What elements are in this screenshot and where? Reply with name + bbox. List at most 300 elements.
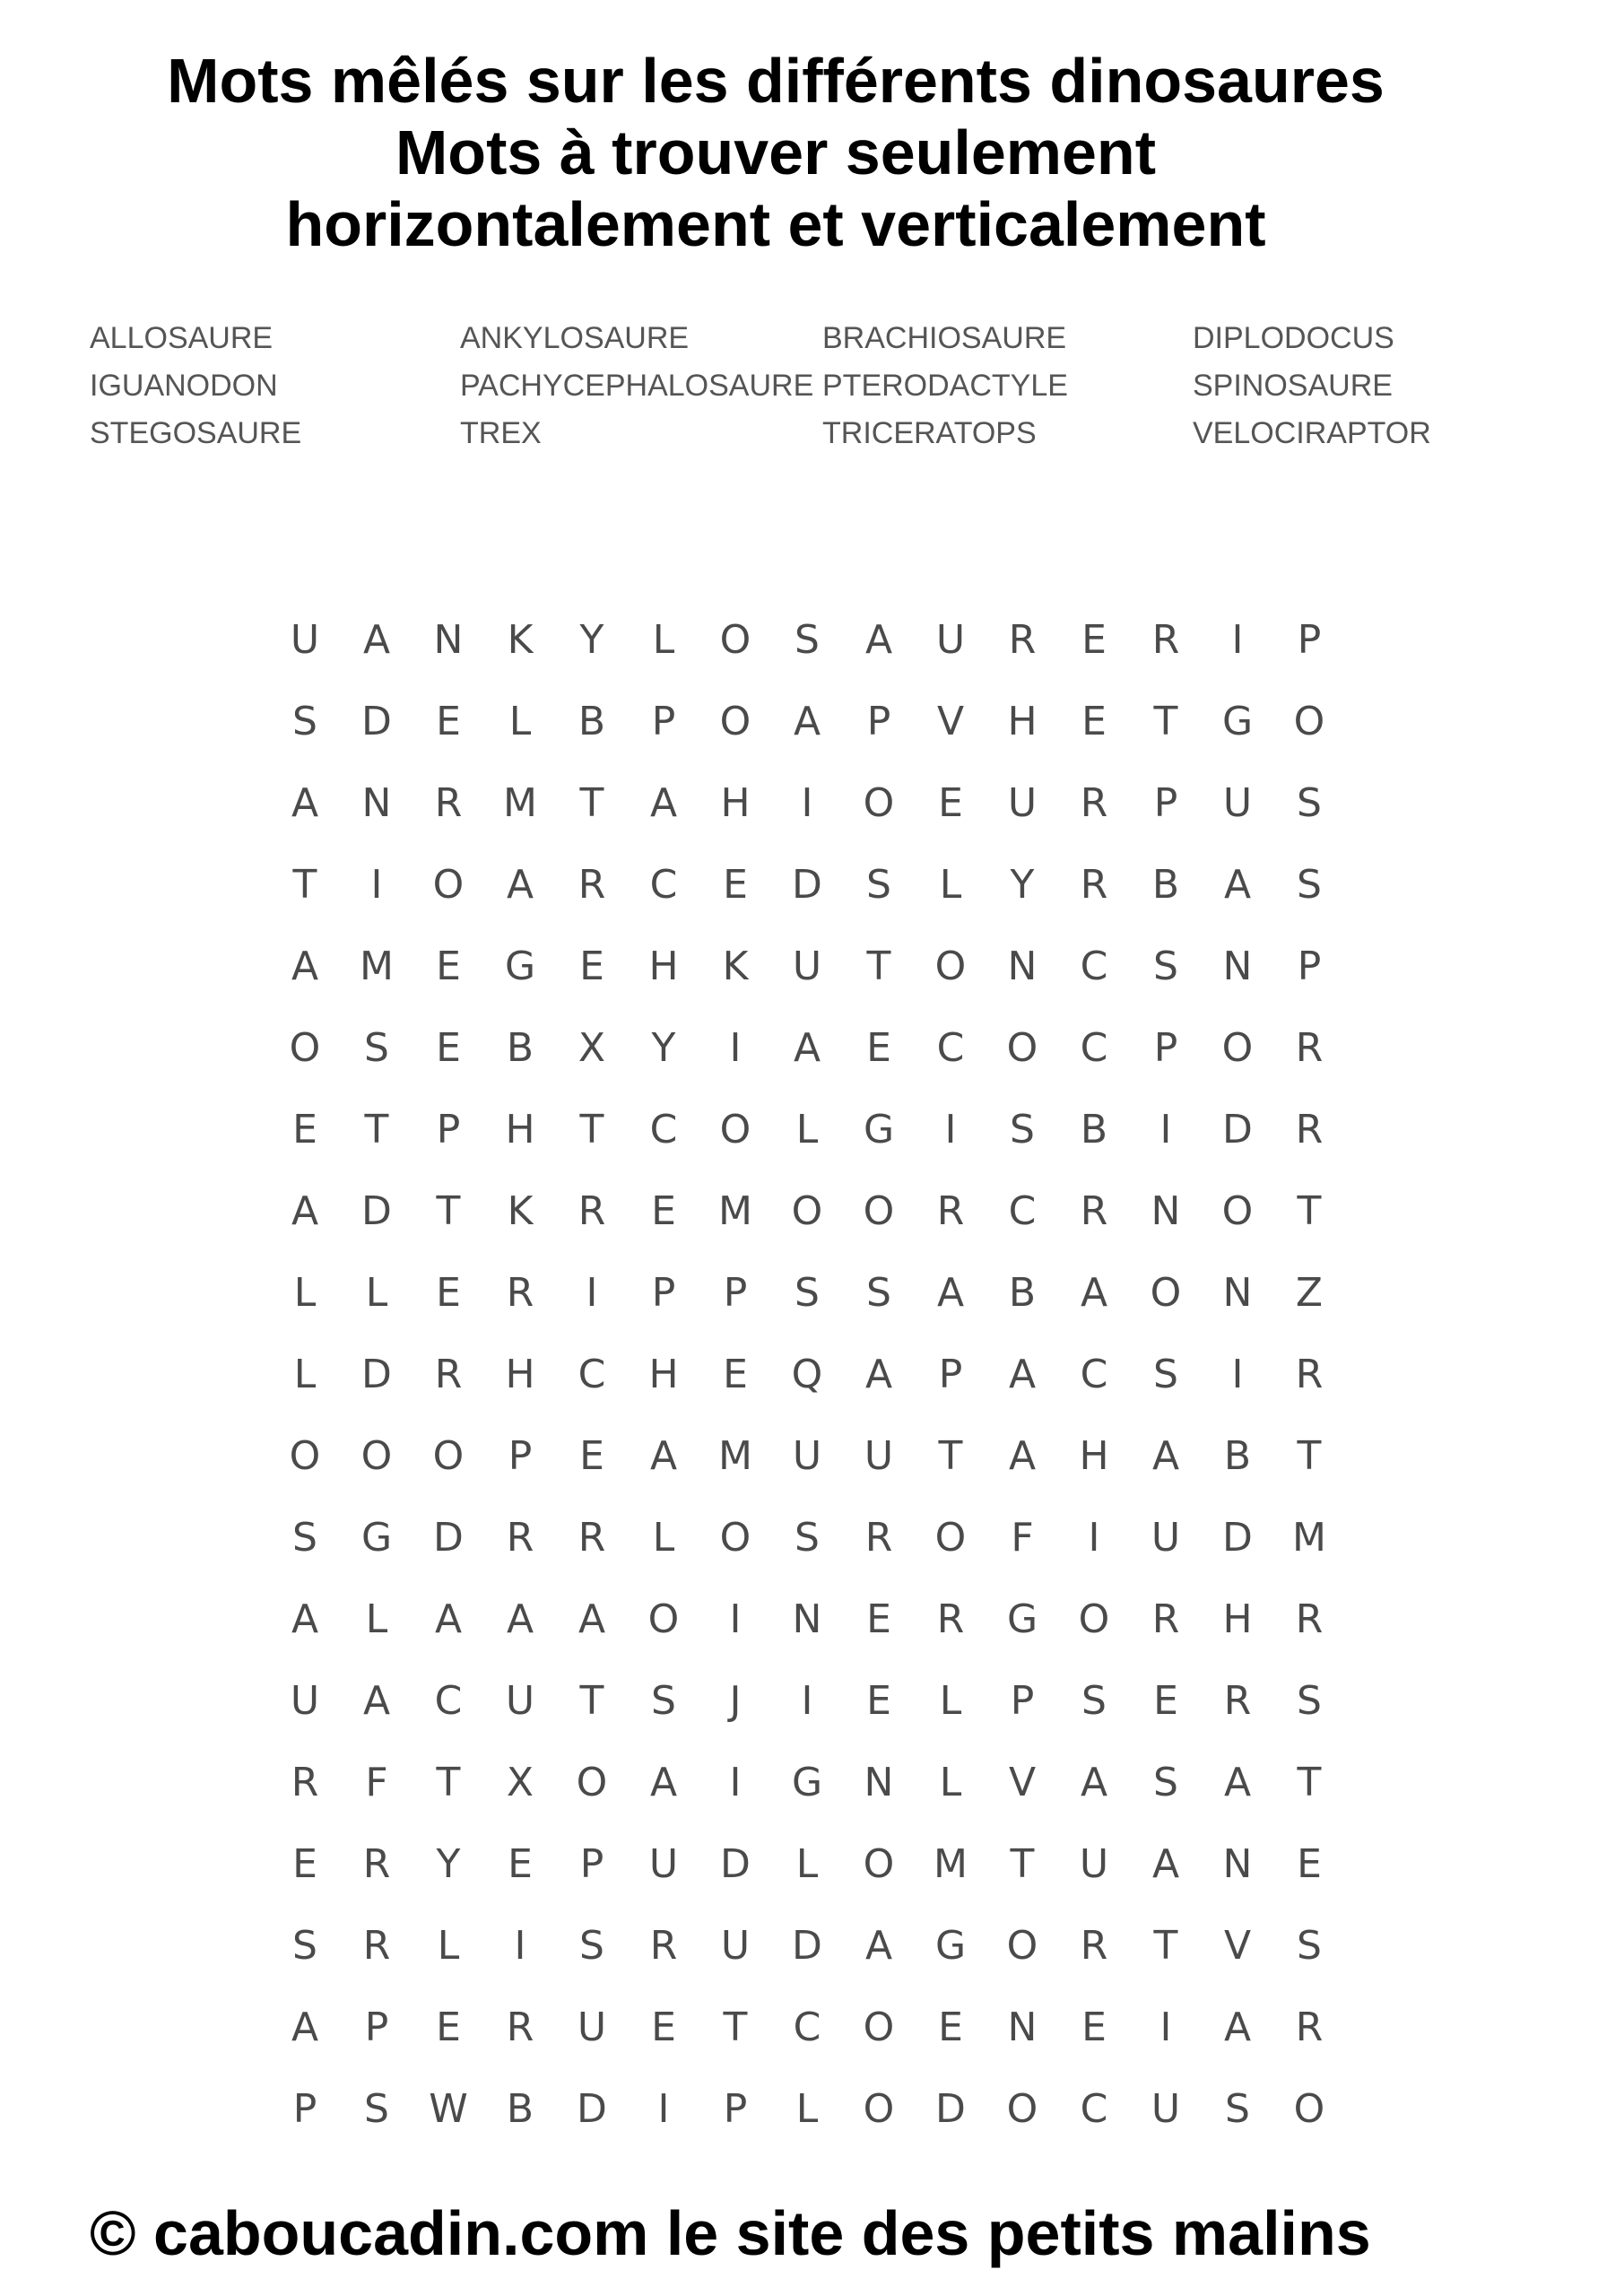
grid-letter: N xyxy=(792,1596,822,1642)
grid-letter: M xyxy=(934,1841,968,1887)
grid-letter: B xyxy=(578,699,606,744)
grid-letter: A xyxy=(1080,1760,1108,1805)
grid-letter: S xyxy=(1153,1352,1178,1397)
grid-letter: O xyxy=(1221,1025,1254,1071)
word-item: ALLOSAURE xyxy=(90,321,274,355)
grid-letter: V xyxy=(1008,1760,1037,1805)
grid-letter: A xyxy=(1151,1841,1180,1887)
grid-letter: O xyxy=(1293,699,1325,744)
grid-letter: I xyxy=(514,1923,526,1969)
grid-letter: A xyxy=(506,862,534,908)
grid-letter: L xyxy=(365,1596,388,1642)
word-item: TREX xyxy=(460,416,542,450)
grid-letter: R xyxy=(1295,1107,1324,1152)
grid-letter: U xyxy=(290,617,320,663)
grid-letter: U xyxy=(290,1678,320,1724)
grid-letter: G xyxy=(863,1107,895,1152)
grid-letter: A xyxy=(291,1188,319,1234)
grid-letter: P xyxy=(1297,944,1322,989)
grid-letter: O xyxy=(432,1433,465,1479)
grid-letter: T xyxy=(1297,1433,1322,1479)
grid-letter: O xyxy=(719,699,751,744)
grid-letter: D xyxy=(1222,1107,1253,1152)
grid-letter: P xyxy=(1153,1025,1178,1071)
grid-letter: A xyxy=(362,1678,391,1724)
grid-letter: M xyxy=(503,780,537,826)
grid-letter: E xyxy=(1297,1841,1322,1887)
grid-letter: R xyxy=(362,1923,391,1969)
grid-letter: U xyxy=(792,944,822,989)
grid-letter: S xyxy=(1081,1678,1107,1724)
grid-letter: S xyxy=(651,1678,676,1724)
grid-letter: L xyxy=(293,1270,317,1316)
grid-letter: T xyxy=(1153,1923,1178,1969)
grid-letter: D xyxy=(935,2086,966,2132)
word-item: PACHYCEPHALOSAURE xyxy=(460,369,814,403)
grid-letter: S xyxy=(292,1515,317,1561)
grid-letter: A xyxy=(936,1270,965,1316)
title-line-1: Mots mêlés sur les différents dinosaures xyxy=(167,46,1385,116)
grid-letter: U xyxy=(864,1433,894,1479)
grid-letter: E xyxy=(1081,617,1107,663)
grid-letter: R xyxy=(506,2005,534,2050)
grid-letter: E xyxy=(938,780,963,826)
grid-letter: O xyxy=(863,1188,895,1234)
grid-letter: E xyxy=(579,1433,604,1479)
grid-letter: I xyxy=(586,1270,598,1316)
grid-letter: S xyxy=(795,617,820,663)
grid-letter: B xyxy=(506,2086,534,2132)
grid-letter: E xyxy=(866,1025,891,1071)
grid-letter: S xyxy=(1010,1107,1035,1152)
grid-letter: E xyxy=(436,1025,461,1071)
grid-letter: I xyxy=(729,1596,742,1642)
title-line-2: Mots à trouver seulement xyxy=(395,117,1156,187)
grid-letter: A xyxy=(1223,862,1252,908)
grid-letter: Y xyxy=(1010,862,1035,908)
grid-letter: P xyxy=(579,1841,604,1887)
grid-letter: S xyxy=(866,862,891,908)
grid-letter: K xyxy=(507,1188,534,1234)
grid-letter: R xyxy=(578,862,606,908)
grid-letter: O xyxy=(719,617,751,663)
grid-letter: V xyxy=(936,699,965,744)
grid-letter: A xyxy=(649,780,678,826)
grid-letter: B xyxy=(1008,1270,1037,1316)
word-item: SPINOSAURE xyxy=(1193,369,1393,403)
grid-letter: L xyxy=(795,2086,819,2132)
grid-letter: R xyxy=(506,1515,534,1561)
grid-letter: S xyxy=(795,1515,820,1561)
title-line-3: horizontalement et verticalement xyxy=(285,189,1266,259)
grid-letter: Z xyxy=(1295,1270,1324,1316)
grid-letter: O xyxy=(719,1515,751,1561)
grid-letter: I xyxy=(729,1025,742,1071)
grid-letter: I xyxy=(1159,1107,1172,1152)
grid-letter: R xyxy=(1151,617,1180,663)
grid-letter: E xyxy=(579,944,604,989)
grid-letter: R xyxy=(1080,780,1108,826)
grid-letter: O xyxy=(360,1433,393,1479)
grid-letter: T xyxy=(938,1433,963,1479)
grid-letter: O xyxy=(1221,1188,1254,1234)
grid-letter: L xyxy=(939,862,962,908)
grid-letter: D xyxy=(792,1923,822,1969)
grid-letter: P xyxy=(436,1107,461,1152)
grid-letter: U xyxy=(577,2005,607,2050)
grid-letter: E xyxy=(436,2005,461,2050)
grid-letter: T xyxy=(579,1107,604,1152)
grid-letter: N xyxy=(1222,1841,1253,1887)
grid-letter: A xyxy=(1151,1433,1180,1479)
grid-letter: P xyxy=(364,2005,389,2050)
grid-letter: T xyxy=(1010,1841,1035,1887)
grid-letter: O xyxy=(934,944,967,989)
grid-letter: S xyxy=(364,2086,389,2132)
grid-letter: R xyxy=(1295,1352,1324,1397)
grid-letter: J xyxy=(729,1678,742,1724)
word-item: DIPLODOCUS xyxy=(1193,321,1394,355)
grid-letter: U xyxy=(792,1433,822,1479)
grid-letter: T xyxy=(1153,699,1178,744)
grid-letter: M xyxy=(718,1188,752,1234)
grid-letter: R xyxy=(936,1188,965,1234)
grid-letter: Y xyxy=(579,617,604,663)
grid-letter: R xyxy=(1223,1678,1252,1724)
grid-letter: A xyxy=(1008,1433,1037,1479)
grid-letter: G xyxy=(504,944,536,989)
grid-letter: T xyxy=(1297,1760,1322,1805)
grid-letter: D xyxy=(792,862,822,908)
grid-letter: O xyxy=(719,1107,751,1152)
grid-letter: C xyxy=(649,862,678,908)
grid-letter: D xyxy=(1222,1515,1253,1561)
grid-letter: R xyxy=(578,1188,606,1234)
grid-letter: O xyxy=(432,862,465,908)
grid-letter: G xyxy=(360,1515,393,1561)
grid-letter: H xyxy=(1079,1433,1109,1479)
grid-letter: P xyxy=(723,2086,748,2132)
grid-letter: O xyxy=(863,2086,895,2132)
grid-letter: P xyxy=(651,1270,676,1316)
grid-letter: I xyxy=(657,2086,670,2132)
grid-letter: U xyxy=(648,1841,679,1887)
grid-letter: I xyxy=(944,1107,957,1152)
grid-letter: R xyxy=(1080,862,1108,908)
grid-letter: C xyxy=(936,1025,965,1071)
grid-letter: T xyxy=(1297,1188,1322,1234)
grid-letter: A xyxy=(1223,2005,1252,2050)
word-item: VELOCIRAPTOR xyxy=(1193,416,1431,450)
grid-letter: O xyxy=(647,1596,680,1642)
grid-letter: A xyxy=(434,1596,463,1642)
grid-letter: L xyxy=(365,1270,388,1316)
grid-letter: D xyxy=(433,1515,464,1561)
grid-letter: O xyxy=(863,780,895,826)
letter-grid xyxy=(269,608,1345,2159)
grid-letter: A xyxy=(793,699,821,744)
grid-letter: H xyxy=(720,780,751,826)
grid-letter: G xyxy=(934,1923,967,1969)
grid-letter: O xyxy=(1078,1596,1110,1642)
grid-letter: R xyxy=(506,1270,534,1316)
grid-letter: D xyxy=(720,1841,751,1887)
grid-letter: I xyxy=(729,1760,742,1805)
grid-letter: N xyxy=(1007,2005,1038,2050)
grid-letter: R xyxy=(1080,1923,1108,1969)
grid-letter: S xyxy=(1225,2086,1250,2132)
grid-letter: A xyxy=(362,617,391,663)
grid-letter: U xyxy=(1007,780,1038,826)
grid-letter: K xyxy=(722,944,749,989)
grid-letter: I xyxy=(801,780,813,826)
grid-letter: I xyxy=(1088,1515,1100,1561)
grid-letter: S xyxy=(292,1923,317,1969)
grid-letter: Q xyxy=(791,1352,823,1397)
grid-letter: T xyxy=(364,1107,389,1152)
grid-letter: E xyxy=(651,1188,676,1234)
grid-letter: I xyxy=(370,862,383,908)
grid-letter: A xyxy=(1008,1352,1037,1397)
grid-letter: E xyxy=(1081,2005,1107,2050)
grid-letter: L xyxy=(508,699,532,744)
grid-letter: T xyxy=(292,862,317,908)
grid-letter: S xyxy=(1153,944,1178,989)
grid-letter: R xyxy=(649,1923,678,1969)
grid-letter: E xyxy=(292,1107,317,1152)
word-item: BRACHIOSAURE xyxy=(822,321,1067,355)
grid-letter: A xyxy=(649,1433,678,1479)
grid-letter: A xyxy=(649,1760,678,1805)
grid-letter: N xyxy=(864,1760,894,1805)
grid-letter: O xyxy=(791,1188,823,1234)
grid-letter: O xyxy=(1006,1923,1038,1969)
grid-letter: D xyxy=(361,1352,392,1397)
grid-letter: C xyxy=(1008,1188,1037,1234)
grid-letter: T xyxy=(436,1188,461,1234)
grid-letter: P xyxy=(292,2086,317,2132)
grid-letter: R xyxy=(434,780,463,826)
grid-letter: L xyxy=(652,1515,675,1561)
grid-letter: G xyxy=(1221,699,1254,744)
grid-letter: T xyxy=(436,1760,461,1805)
grid-letter: B xyxy=(1080,1107,1108,1152)
grid-letter: P xyxy=(1297,617,1322,663)
grid-letter: E xyxy=(436,944,461,989)
grid-letter: L xyxy=(939,1760,962,1805)
grid-letter: C xyxy=(434,1678,463,1724)
grid-letter: F xyxy=(365,1760,388,1805)
word-item: IGUANODON xyxy=(90,369,278,403)
grid-letter: V xyxy=(1223,1923,1252,1969)
grid-letter: O xyxy=(1150,1270,1182,1316)
grid-letter: S xyxy=(1297,1678,1322,1724)
grid-letter: R xyxy=(1151,1596,1180,1642)
grid-letter: R xyxy=(1008,617,1037,663)
word-item: STEGOSAURE xyxy=(90,416,302,450)
grid-letter: N xyxy=(361,780,392,826)
grid-letter: U xyxy=(505,1678,535,1724)
grid-letter: H xyxy=(648,1352,679,1397)
grid-letter: A xyxy=(291,1596,319,1642)
grid-letter: L xyxy=(795,1107,819,1152)
copyright-footer: © caboucadin.com le site des petits malins xyxy=(90,2198,1371,2268)
grid-letter: F xyxy=(1011,1515,1034,1561)
grid-letter: C xyxy=(649,1107,678,1152)
grid-letter: Y xyxy=(651,1025,676,1071)
grid-letter: A xyxy=(1223,1760,1252,1805)
grid-letter: P xyxy=(1153,780,1178,826)
grid-letter: I xyxy=(1159,2005,1172,2050)
grid-letter: I xyxy=(801,1678,813,1724)
grid-letter: R xyxy=(362,1841,391,1887)
grid-letter: T xyxy=(579,780,604,826)
grid-letter: R xyxy=(291,1760,319,1805)
grid-letter: U xyxy=(720,1923,751,1969)
grid-letter: A xyxy=(291,2005,319,2050)
grid-letter: S xyxy=(1297,780,1322,826)
grid-letter: L xyxy=(939,1678,962,1724)
grid-letter: E xyxy=(651,2005,676,2050)
word-item: TRICERATOPS xyxy=(822,416,1037,450)
grid-letter: R xyxy=(434,1352,463,1397)
grid-letter: G xyxy=(791,1760,823,1805)
grid-letter: M xyxy=(718,1433,752,1479)
grid-letter: A xyxy=(291,944,319,989)
grid-letter: R xyxy=(1295,2005,1324,2050)
grid-letter: S xyxy=(795,1270,820,1316)
grid-letter: E xyxy=(723,1352,748,1397)
grid-letter: A xyxy=(578,1596,606,1642)
grid-letter: B xyxy=(1151,862,1180,908)
grid-letter: E xyxy=(1081,699,1107,744)
grid-letter: O xyxy=(934,1515,967,1561)
grid-letter: O xyxy=(1006,1025,1038,1071)
grid-letter: H xyxy=(648,944,679,989)
grid-letter: S xyxy=(292,699,317,744)
grid-letter: U xyxy=(1079,1841,1109,1887)
grid-letter: S xyxy=(1297,1923,1322,1969)
grid-letter: E xyxy=(866,1596,891,1642)
grid-letter: A xyxy=(793,1025,821,1071)
word-list xyxy=(0,321,1624,474)
grid-letter: C xyxy=(1080,944,1108,989)
grid-letter: H xyxy=(1222,1596,1253,1642)
grid-letter: L xyxy=(293,1352,317,1397)
grid-letter: O xyxy=(289,1025,321,1071)
grid-letter: P xyxy=(866,699,891,744)
grid-letter: X xyxy=(506,1760,534,1805)
grid-letter: A xyxy=(864,1923,893,1969)
grid-letter: N xyxy=(1007,944,1038,989)
grid-letter: E xyxy=(292,1841,317,1887)
grid-letter: M xyxy=(1292,1515,1326,1561)
grid-letter: L xyxy=(437,1923,460,1969)
grid-letter: E xyxy=(866,1678,891,1724)
grid-letter: U xyxy=(935,617,966,663)
grid-letter: N xyxy=(1222,944,1253,989)
grid-letter: O xyxy=(863,1841,895,1887)
grid-letter: T xyxy=(723,2005,748,2050)
grid-letter: Y xyxy=(436,1841,461,1887)
grid-letter: A xyxy=(291,780,319,826)
grid-letter: P xyxy=(651,699,676,744)
grid-letter: A xyxy=(506,1596,534,1642)
grid-letter: L xyxy=(795,1841,819,1887)
grid-letter: H xyxy=(505,1107,535,1152)
grid-letter: P xyxy=(508,1433,533,1479)
grid-letter: E xyxy=(1153,1678,1178,1724)
grid-letter: B xyxy=(506,1025,534,1071)
grid-letter: E xyxy=(723,862,748,908)
grid-letter: A xyxy=(864,1352,893,1397)
grid-letter: X xyxy=(578,1025,606,1071)
grid-letter: C xyxy=(1080,2086,1108,2132)
grid-letter: P xyxy=(938,1352,963,1397)
grid-letter: O xyxy=(289,1433,321,1479)
grid-letter: S xyxy=(364,1025,389,1071)
grid-letter: E xyxy=(436,699,461,744)
grid-letter: U xyxy=(1151,2086,1181,2132)
word-item: PTERODACTYLE xyxy=(822,369,1068,403)
grid-letter: T xyxy=(579,1678,604,1724)
grid-letter: L xyxy=(652,617,675,663)
grid-letter: N xyxy=(1151,1188,1181,1234)
grid-letter: R xyxy=(1295,1596,1324,1642)
grid-letter: B xyxy=(1223,1433,1252,1479)
grid-letter: T xyxy=(866,944,891,989)
grid-letter: K xyxy=(507,617,534,663)
grid-letter: U xyxy=(1151,1515,1181,1561)
grid-letter: P xyxy=(1010,1678,1035,1724)
grid-letter: O xyxy=(576,1760,608,1805)
grid-letter: M xyxy=(360,944,394,989)
page-title xyxy=(0,45,1551,260)
grid-letter: E xyxy=(938,2005,963,2050)
grid-letter: R xyxy=(1080,1188,1108,1234)
grid-letter: C xyxy=(1080,1352,1108,1397)
grid-letter: U xyxy=(1222,780,1253,826)
grid-letter: C xyxy=(578,1352,606,1397)
grid-letter: I xyxy=(1231,617,1244,663)
grid-letter: S xyxy=(1153,1760,1178,1805)
grid-letter: R xyxy=(578,1515,606,1561)
grid-letter: D xyxy=(577,2086,607,2132)
grid-letter: R xyxy=(864,1515,893,1561)
grid-letter: N xyxy=(433,617,464,663)
grid-letter: O xyxy=(1006,2086,1038,2132)
grid-letter: E xyxy=(508,1841,533,1887)
grid-letter: H xyxy=(1007,699,1038,744)
grid-letter: O xyxy=(1293,2086,1325,2132)
grid-letter: N xyxy=(1222,1270,1253,1316)
grid-letter: C xyxy=(1080,1025,1108,1071)
grid-letter: O xyxy=(863,2005,895,2050)
grid-letter: S xyxy=(579,1923,604,1969)
grid-letter: A xyxy=(1080,1270,1108,1316)
grid-letter: H xyxy=(505,1352,535,1397)
grid-letter: I xyxy=(1231,1352,1244,1397)
grid-letter: E xyxy=(436,1270,461,1316)
grid-letter: C xyxy=(793,2005,821,2050)
grid-letter: G xyxy=(1006,1596,1038,1642)
grid-letter: D xyxy=(361,699,392,744)
grid-letter: W xyxy=(429,2086,468,2132)
grid-letter: A xyxy=(864,617,893,663)
grid-letter: S xyxy=(1297,862,1322,908)
grid-letter: S xyxy=(866,1270,891,1316)
grid-letter: R xyxy=(1295,1025,1324,1071)
